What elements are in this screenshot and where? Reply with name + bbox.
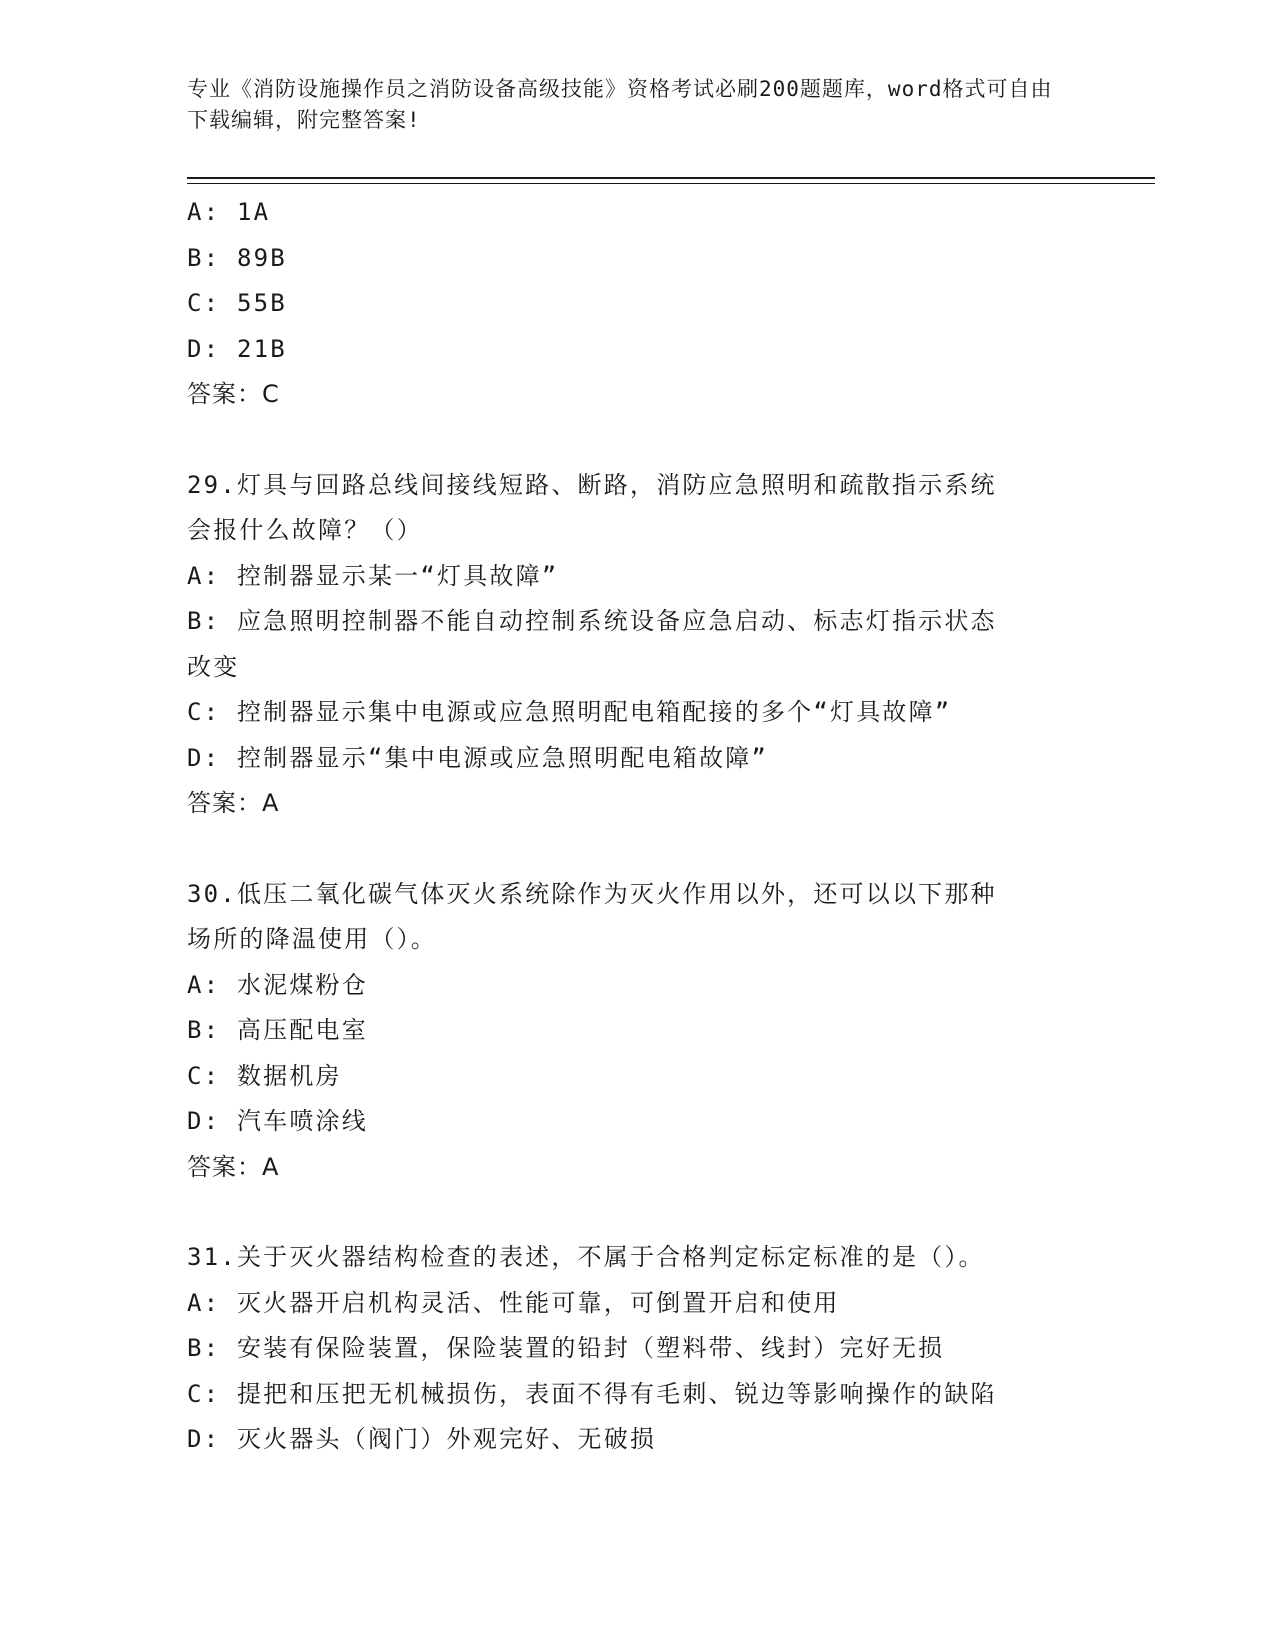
question-spacer: [187, 418, 1087, 463]
question-29: [187, 463, 1087, 827]
question-spacer: [187, 827, 1087, 872]
option-a: A: 1A: [187, 198, 271, 226]
question-text-line: 31.关于灭火器结构检查的表述，不属于合格判定标定标准的是（）。: [187, 1243, 985, 1271]
question-text-line: 30.低压二氧化碳气体灭火系统除作为灭火作用以外，还可以以下那种: [187, 879, 997, 908]
option-d: D: 汽车喷涂线: [187, 1107, 368, 1135]
option-d: D: 控制器显示“集中电源或应急照明配电箱故障”: [187, 743, 769, 772]
option-b: B: 安装有保险装置，保险装置的铅封（塑料带、线封）完好无损: [187, 1334, 945, 1362]
option-c: C: 数据机房: [187, 1061, 342, 1090]
option-a: A: 水泥煤粉仓: [187, 970, 368, 999]
option-b: B: 89B: [187, 243, 287, 272]
option-a: A: 控制器显示某一“灯具故障”: [187, 561, 559, 590]
question-spacer: [187, 1190, 1087, 1235]
question-28-continued: [187, 190, 1087, 418]
option-c: C: 控制器显示集中电源或应急照明配电箱配接的多个“灯具故障”: [187, 698, 952, 726]
question-text-line: 会报什么故障？（）: [187, 516, 423, 544]
option-c: C: 55B: [187, 289, 287, 317]
question-30: [187, 872, 1087, 1191]
answer-line: 答案：C: [187, 380, 280, 408]
header-divider-thick: [187, 177, 1155, 179]
document-body: [187, 190, 1087, 1463]
question-text-line: 场所的降温使用（）。: [187, 925, 437, 953]
option-d: D: 21B: [187, 334, 287, 363]
answer-line: 答案：A: [187, 789, 280, 817]
option-d: D: 灭火器头（阀门）外观完好、无破损: [187, 1425, 657, 1453]
header-divider-thin: [187, 183, 1155, 184]
question-31: [187, 1235, 1087, 1463]
question-text-line: 29.灯具与回路总线间接线短路、断路，消防应急照明和疏散指示系统: [187, 470, 997, 499]
option-b: B: 应急照明控制器不能自动控制系统设备应急启动、标志灯指示状态: [187, 607, 997, 635]
answer-line: 答案：A: [187, 1152, 280, 1181]
document-header-title: 专业《消防设施操作员之消防设备高级技能》资格考试必刷200题题库，word格式可自由下载编辑，附完整答案!: [187, 77, 1053, 132]
option-c: C: 提把和压把无机械损伤，表面不得有毛刺、锐边等影响操作的缺陷: [187, 1379, 997, 1408]
option-b-continued: 改变: [187, 652, 240, 681]
option-a: A: 灭火器开启机构灵活、性能可靠，可倒置开启和使用: [187, 1288, 840, 1317]
option-b: B: 高压配电室: [187, 1016, 368, 1044]
